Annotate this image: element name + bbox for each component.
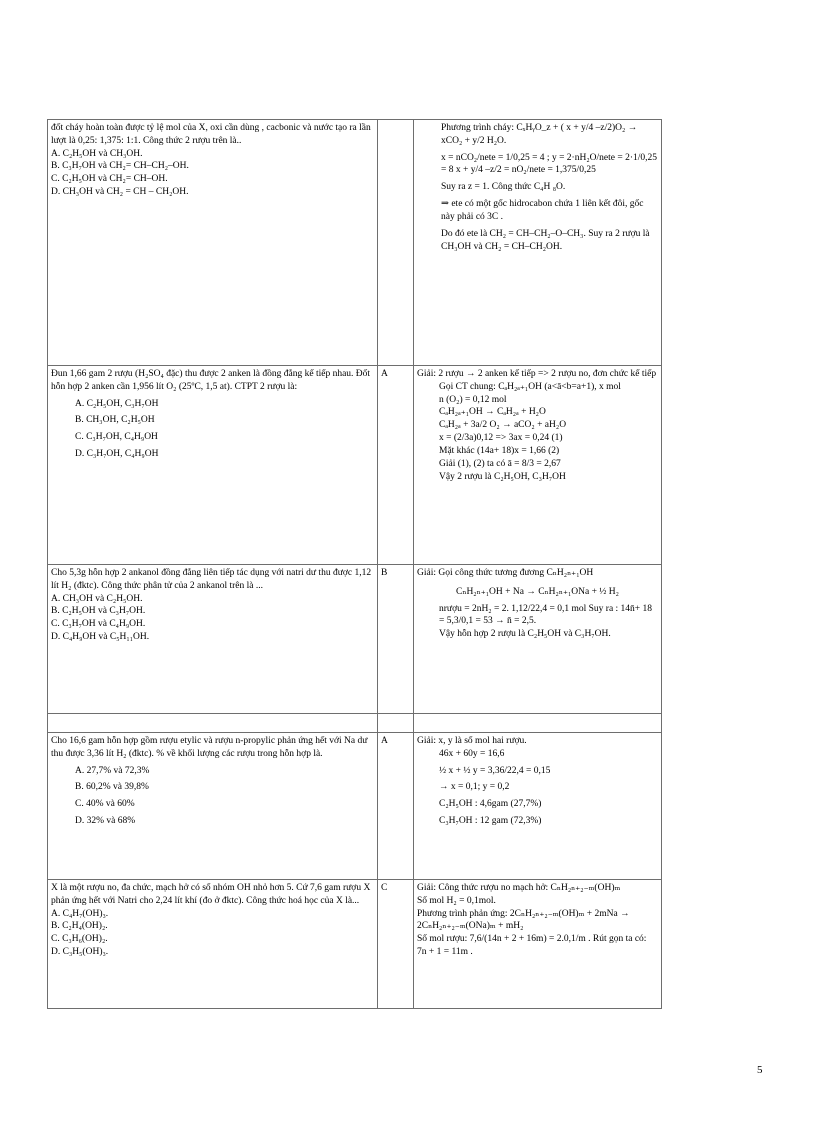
answer-cell: A bbox=[378, 733, 414, 880]
table-row-empty bbox=[48, 714, 662, 733]
solution-line: CₐH₂ₐ₊₁OH → CₐH₂ₐ + H₂O bbox=[439, 407, 546, 418]
solution-line: n (O₂) = 0,12 mol bbox=[439, 394, 507, 405]
table-row bbox=[48, 120, 662, 366]
option-d: D. 32% và 68% bbox=[75, 816, 136, 827]
solution-line: x = (2/3a)0,12 => 3ax = 0,24 (1) bbox=[439, 433, 563, 444]
option-b: B. C₂H₅OH và C₃H₇OH. bbox=[51, 606, 146, 617]
question-cell bbox=[48, 366, 378, 565]
empty-cell bbox=[414, 714, 662, 733]
question-cell bbox=[48, 733, 378, 880]
option-d: D. C₃H₅(OH)₃. bbox=[51, 947, 109, 958]
option-c: C. C₃H₆(OH)₂. bbox=[51, 934, 108, 945]
option-b: B. C₃H₇OH và CH₂= CH–CH₂–OH. bbox=[51, 161, 189, 172]
solution-cell bbox=[414, 120, 662, 366]
solution-line: CₙH₂ₙ₊₁OH + Na → CₙH₂ₙ₊₁ONa + ½ H₂ bbox=[456, 586, 619, 597]
solution-line: 46x + 60y = 16,6 bbox=[439, 748, 505, 759]
solution-line: ⇒ ete có một gốc hidrocabon chứa 1 liên kết đôi, gốc này phải có 3C . bbox=[441, 199, 644, 222]
solution-line: Số mol H₂ = 0,1mol. bbox=[417, 895, 496, 906]
question-text: đốt cháy hoàn toàn được tỷ lệ mol của X, oxi cần dùng , cacbonic và nước tạo ra lần lượt là 0,25: 1,375: 1:1. Công thức 2 rượu trên là.. bbox=[51, 123, 371, 146]
empty-cell bbox=[378, 714, 414, 733]
qa-table bbox=[47, 119, 662, 1009]
solution-cell bbox=[414, 366, 662, 565]
option-b: B. 60,2% và 39,8% bbox=[75, 782, 149, 793]
option-c: C. C₃H₇OH, C₄H₉OH bbox=[75, 432, 158, 443]
option-a: A. C₄H₇(OH)₃. bbox=[51, 908, 109, 919]
answer-cell: C bbox=[378, 880, 414, 1009]
answer-cell bbox=[378, 120, 414, 366]
solution-line: C₃H₇OH : 12 gam (72,3%) bbox=[439, 816, 542, 827]
option-b: B. C₂H₄(OH)₂. bbox=[51, 921, 108, 932]
solution-line: Phương trình cháy: CₓHᵧO_z + ( x + y/4 –z/2)O₂ → xCO₂ + y/2 H₂O. bbox=[441, 123, 638, 146]
question-text: Cho 16,6 gam hỗn hợp gồm rượu etylic và rượu n-propylic phản ứng hết với Na dư thu được 3,36 lít H₂ (đktc). % về khối lượng các rượu trong hỗn hợp là. bbox=[51, 736, 368, 759]
solution-line: ½ x + ½ y = 3,36/22,4 = 0,15 bbox=[439, 765, 551, 776]
solution-line: Do đó ete là CH₂ = CH–CH₂–O–CH₃. Suy ra 2 rượu là CH₃OH và CH₂ = CH–CH₂OH. bbox=[441, 228, 650, 252]
option-d: D. C₃H₇OH, C₄H₉OH bbox=[75, 449, 159, 460]
solution-line: Giải: Gọi công thức tương đương CₙH₂ₙ₊₁OH bbox=[417, 568, 594, 578]
solution-cell bbox=[414, 880, 662, 1009]
solution-line: Gọi CT chung: CₐH₂ₐ₊₁OH (a<ā<b=a+1), x mol bbox=[439, 381, 621, 392]
solution-line: Suy ra z = 1. Công thức C₄H ₈O. bbox=[441, 182, 566, 193]
solution-line: Vậy hỗn hợp 2 rượu là C₂H₅OH và C₃H₇OH. bbox=[439, 629, 611, 640]
option-c: C. C₃H₇OH và C₄H₉OH. bbox=[51, 619, 146, 630]
option-c: C. C₂H₅OH và CH₂= CH–OH. bbox=[51, 174, 168, 185]
option-a: A. C₂H₅OH và CH₃OH. bbox=[51, 148, 143, 159]
table-row bbox=[48, 565, 662, 714]
option-b: B. CH₃OH, C₂H₅OH bbox=[75, 415, 155, 426]
solution-line: nrượu = 2nH₂ = 2. 1,12/22,4 = 0,1 mol Suy ra : 14n̄+ 18 = 5,3/0,1 = 53 → n̄ = 2,5. bbox=[439, 603, 653, 627]
option-a: A. 27,7% và 72,3% bbox=[75, 765, 150, 776]
table-row bbox=[48, 880, 662, 1009]
solution-line: Vậy 2 rượu là C₂H₅OH, C₃H₇OH bbox=[439, 471, 566, 482]
solution-line: Phương trình phản ứng: 2CₙH₂ₙ₊₂₋ₘ(OH)ₘ + 2mNa → 2CₙH₂ₙ₊₂₋ₘ(ONa)ₘ + mH₂ bbox=[417, 908, 630, 932]
solution-cell bbox=[414, 565, 662, 714]
question-text: Đun 1,66 gam 2 rượu (H₂SO₄ đặc) thu được 2 anken là đồng đẳng kế tiếp nhau. Đốt hỗn hợp 2 anken cần 1,956 lít O₂ (25ºC, 1,5 at). CTPT 2 rượu là: bbox=[51, 369, 371, 392]
solution-line: Số mol rượu: 7,6/(14n + 2 + 16m) = 2.0,1/m . Rút gọn ta có: 7n + 1 = 11m . bbox=[417, 934, 647, 958]
solution-line: Mặt khác (14a+ 18)x = 1,66 (2) bbox=[439, 445, 560, 456]
page-number: 5 bbox=[757, 1064, 763, 1076]
question-text: Cho 5,3g hỗn hợp 2 ankanol đồng đẳng liên tiếp tác dụng với natri dư thu được 1,12 lít H₂ (đktc). Công thức phân tử của 2 ankanol trên là ... bbox=[51, 568, 372, 591]
solution-line: Giải (1), (2) ta có ā = 8/3 = 2,67 bbox=[439, 458, 561, 469]
question-cell bbox=[48, 120, 378, 366]
solution-line: Giải: x, y là số mol hai rượu. bbox=[417, 736, 527, 746]
answer-cell: B bbox=[378, 565, 414, 714]
question-cell bbox=[48, 880, 378, 1009]
solution-line: x = nCO₂/nete = 1/0,25 = 4 ; y = 2·nH₂O/nete = 2·1/0,25 = 8 x + y/4 –z/2 = nO₂/nete = 1,375/0,25 bbox=[441, 152, 657, 176]
answer-cell: A bbox=[378, 366, 414, 565]
option-a: A. C₂H₅OH, C₃H₇OH bbox=[75, 398, 159, 409]
option-c: C. 40% và 60% bbox=[75, 799, 135, 810]
solution-line: → x = 0,1; y = 0,2 bbox=[439, 782, 510, 793]
solution-line: CₐH₂ₐ + 3a/2 O₂ → aCO₂ + aH₂O bbox=[439, 420, 567, 431]
solution-cell bbox=[414, 733, 662, 880]
option-d: D. CH₃OH và CH₂ = CH – CH₂OH. bbox=[51, 187, 189, 198]
table-row bbox=[48, 733, 662, 880]
empty-cell bbox=[48, 714, 378, 733]
question-cell bbox=[48, 565, 378, 714]
option-a: A. CH₃OH và C₂H₅OH. bbox=[51, 593, 143, 604]
solution-line: Giải: 2 rượu → 2 anken kế tiếp => 2 rượu no, đơn chức kế tiếp bbox=[417, 369, 657, 379]
solution-line: Giải: Công thức rượu no mạch hở: CₙH₂ₙ₊₂₋ₘ(OH)ₘ bbox=[417, 883, 621, 893]
question-text: X là một rượu no, đa chức, mạch hở có số nhóm OH nhỏ hơn 5. Cứ 7,6 gam rượu X phản ứng hết với Natri cho 2,24 lít khí (đo ở đktc). Công thức hoá học của X là... bbox=[51, 883, 371, 906]
option-d: D. C₄H₉OH và C₅H₁₁OH. bbox=[51, 632, 150, 643]
table-row bbox=[48, 366, 662, 565]
solution-line: C₂H₅OH : 4,6gam (27,7%) bbox=[439, 799, 542, 810]
